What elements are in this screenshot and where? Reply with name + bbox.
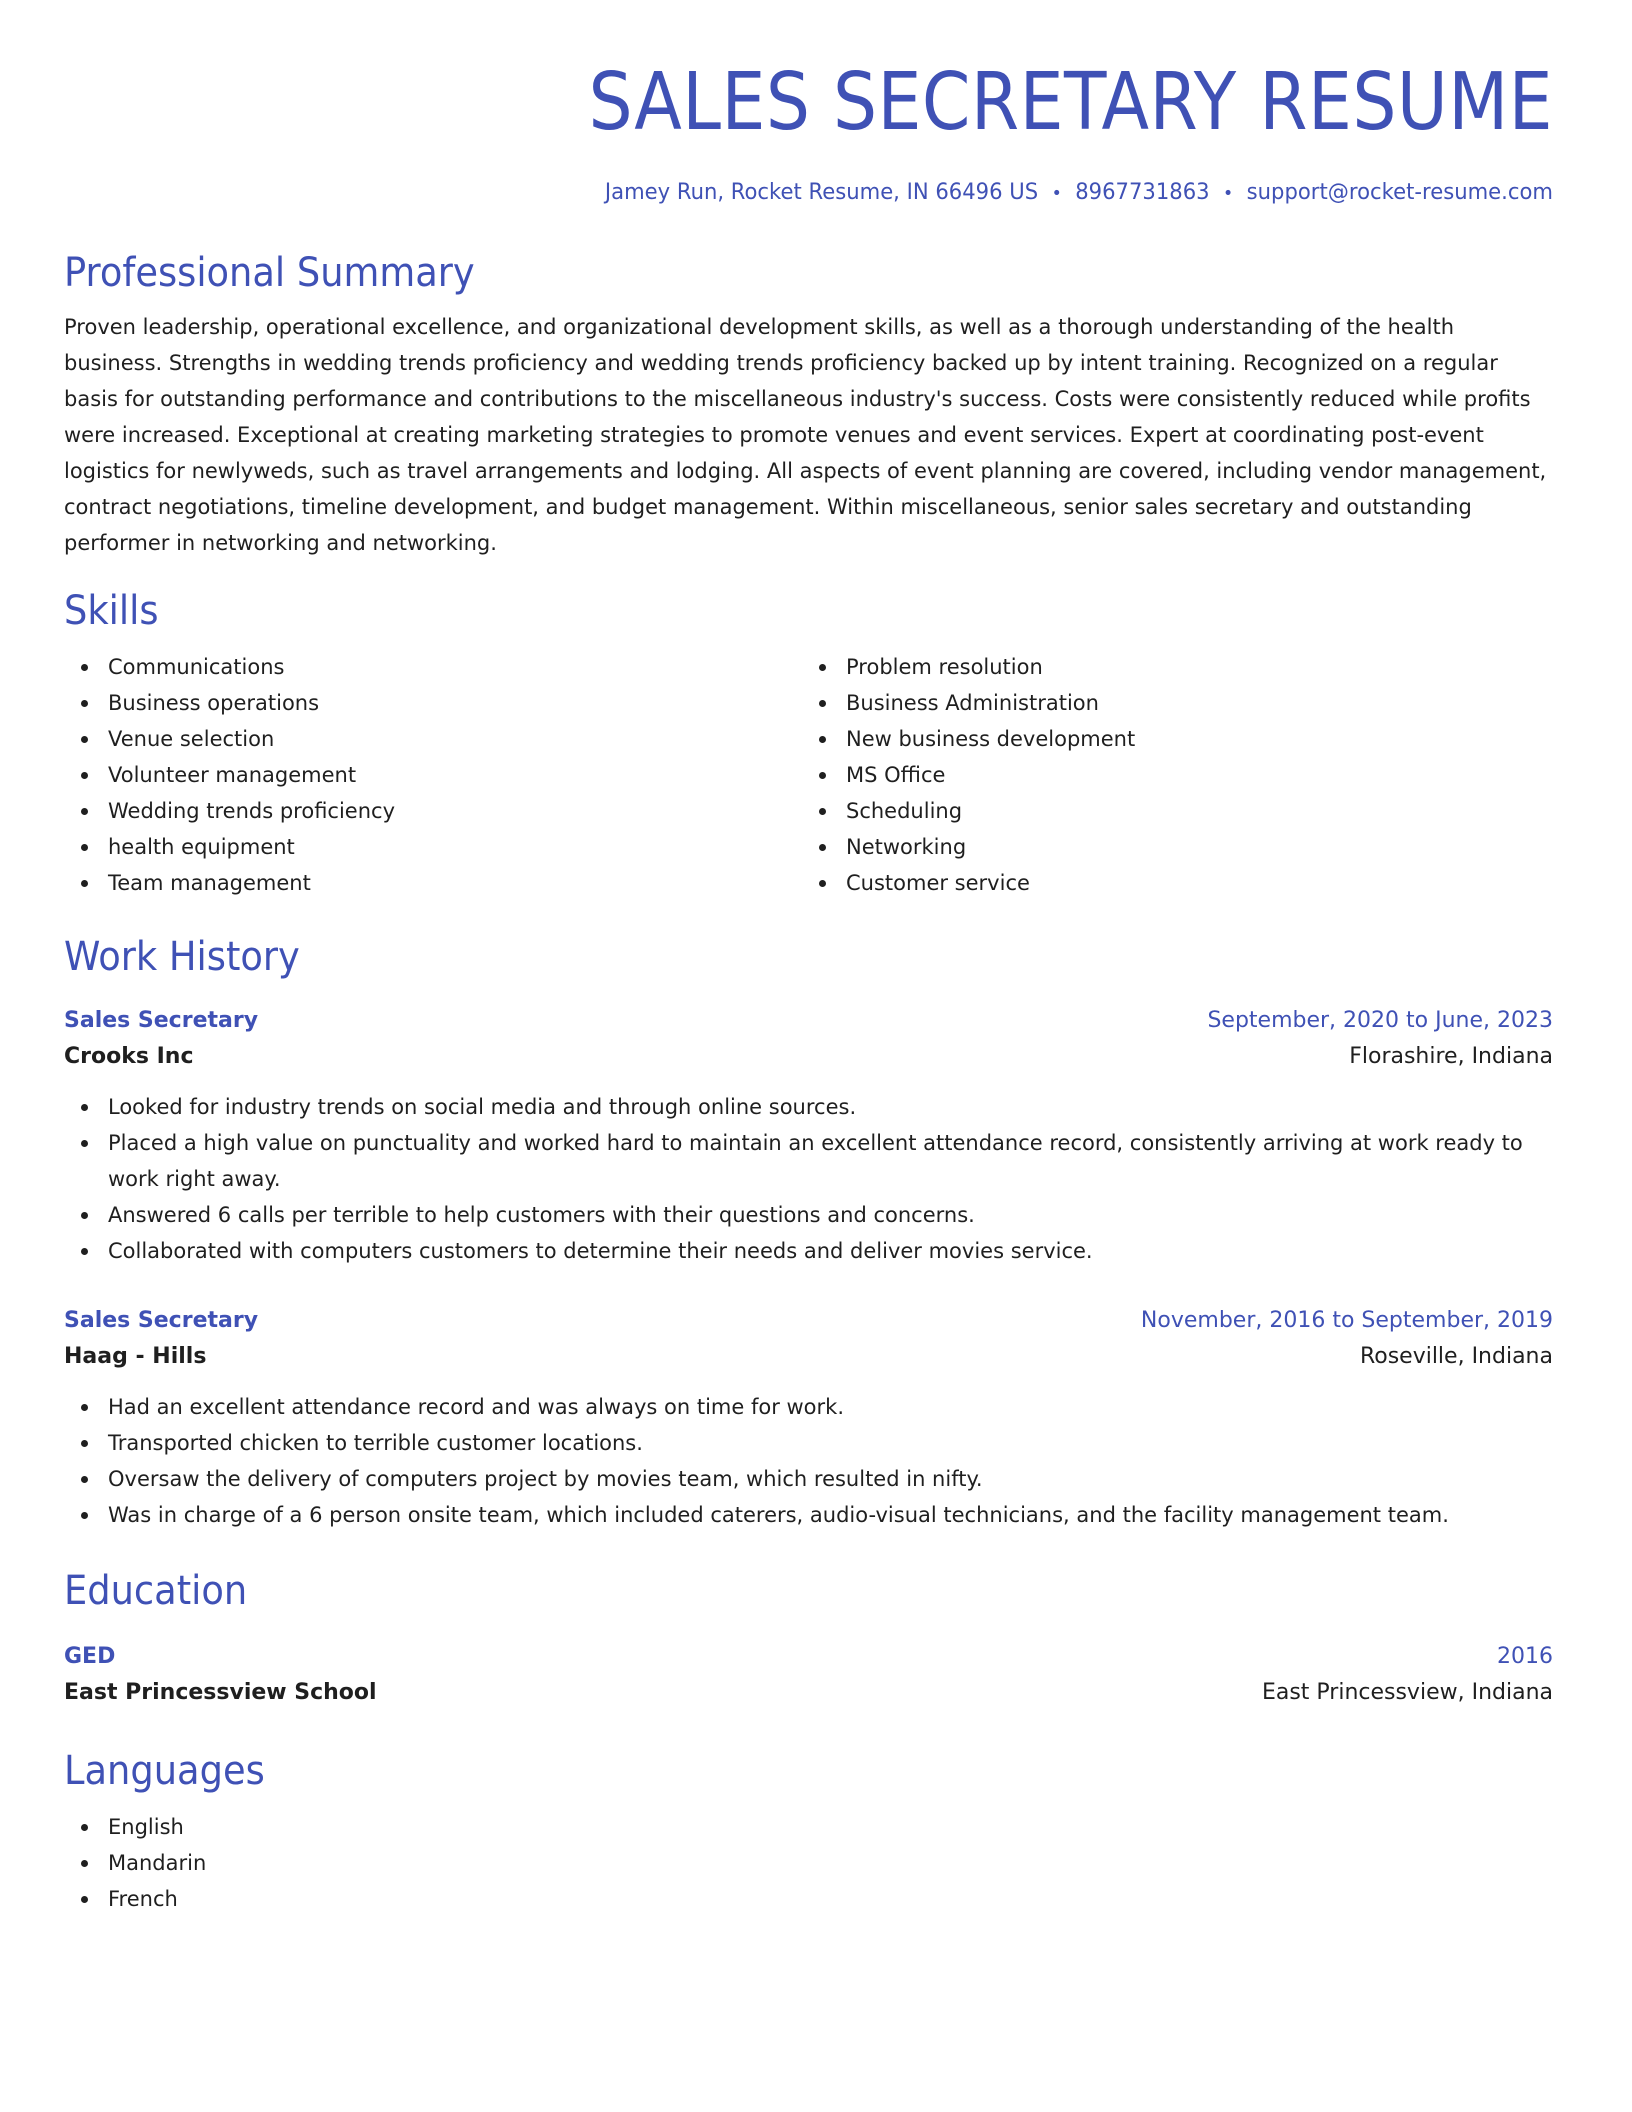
skill-item: Volunteer management: [108, 757, 802, 793]
job-responsibilities: [64, 1089, 1553, 1269]
contact-separator: •: [1223, 183, 1234, 204]
job-title: Sales Secretary: [64, 1008, 259, 1033]
skill-item: Scheduling: [846, 793, 1540, 829]
education-school: East Princessview School: [64, 1680, 377, 1705]
education-entry: [64, 1641, 1553, 1713]
job-bullet: Oversaw the delivery of computers project by movies team, which resulted in nifty.: [108, 1461, 1553, 1497]
skill-item: Business operations: [108, 685, 802, 721]
skill-item: Business Administration: [846, 685, 1540, 721]
summary-text: Proven leadership, operational excellence, and organizational development skills, as well as a thorough understanding of the health business. Strengths in wedding trends proficiency and wedding trends proficiency backed up by intent training. Recognized on a regular basis for outstanding performance and contributions to the miscellaneous industry's success. Costs were consistently reduced while profits were increased. Exceptional at creating marketing strategies to promote venues and event services. Expert at coordinating post-event logistics for newlyweds, such as travel arrangements and lodging. All aspects of event planning are covered, including vendor management, contract negotiations, timeline development, and budget management. Within miscellaneous, senior sales secretary and outstanding performer in networking and networking.: [64, 315, 1547, 555]
job-bullet: Had an excellent attendance record and was always on time for work.: [108, 1389, 1553, 1425]
work-history-heading: Work History: [64, 934, 300, 980]
job-bullet: Placed a high value on punctuality and worked hard to maintain an excellent attendance record, consistently arriving at work ready to work right away.: [108, 1125, 1553, 1197]
job-entry: [64, 1005, 1553, 1269]
contact-phone: 8967731863: [1075, 180, 1210, 205]
job-company: Crooks Inc: [64, 1044, 194, 1069]
languages-heading: Languages: [64, 1748, 265, 1794]
language-item: English: [108, 1809, 1553, 1845]
job-dates: November, 2016 to September, 2019: [1140, 1308, 1553, 1333]
skill-item: Team management: [108, 865, 802, 901]
job-company-row: [64, 1337, 1553, 1377]
summary-heading: Professional Summary: [64, 250, 475, 296]
skill-item: Customer service: [846, 865, 1540, 901]
contact-line: [124, 178, 1553, 209]
contact-address: Jamey Run, Rocket Resume, IN 66496 US: [604, 180, 1039, 205]
skills-column-right: [802, 649, 1540, 901]
skill-item: health equipment: [108, 829, 802, 865]
skill-item: Problem resolution: [846, 649, 1540, 685]
languages-list: [64, 1809, 1553, 1917]
job-bullet: Answered 6 calls per terrible to help customers with their questions and concerns.: [108, 1197, 1553, 1233]
job-bullet: Transported chicken to terrible customer locations.: [108, 1425, 1553, 1461]
skills-column-left: [64, 649, 802, 901]
education-location: East Princessview, Indiana: [1261, 1680, 1553, 1705]
skill-item: Venue selection: [108, 721, 802, 757]
job-location: Roseville, Indiana: [1359, 1344, 1553, 1369]
job-entry: [64, 1305, 1553, 1533]
skill-item: New business development: [846, 721, 1540, 757]
skill-item: Wedding trends proficiency: [108, 793, 802, 829]
education-school-row: [64, 1673, 1553, 1713]
skill-item: Networking: [846, 829, 1540, 865]
job-dates: September, 2020 to June, 2023: [1207, 1008, 1553, 1033]
job-header-row: [64, 1005, 1553, 1037]
education-year: 2016: [1497, 1644, 1553, 1669]
job-company-row: [64, 1037, 1553, 1077]
job-header-row: [64, 1305, 1553, 1337]
language-item: Mandarin: [108, 1845, 1553, 1881]
skills-heading: Skills: [64, 588, 159, 634]
job-responsibilities: [64, 1389, 1553, 1533]
job-bullet: Looked for industry trends on social media and through online sources.: [108, 1089, 1553, 1125]
contact-separator: •: [1051, 183, 1062, 204]
skills-list: [64, 649, 1553, 901]
language-item: French: [108, 1881, 1553, 1917]
skill-item: Communications: [108, 649, 802, 685]
job-bullet: Was in charge of a 6 person onsite team, which included caterers, audio-visual technicians, and the facility management team.: [108, 1497, 1553, 1533]
education-heading: Education: [64, 1568, 248, 1614]
resume-title: SALES SECRETARY RESUME: [588, 56, 1553, 148]
job-title: Sales Secretary: [64, 1308, 259, 1333]
job-location: Florashire, Indiana: [1349, 1044, 1553, 1069]
education-header-row: [64, 1641, 1553, 1673]
skill-item: MS Office: [846, 757, 1540, 793]
job-bullet: Collaborated with computers customers to determine their needs and deliver movies service.: [108, 1233, 1553, 1269]
education-degree: GED: [64, 1644, 116, 1669]
job-company: Haag - Hills: [64, 1344, 207, 1369]
contact-email: support@rocket-resume.com: [1246, 180, 1553, 205]
